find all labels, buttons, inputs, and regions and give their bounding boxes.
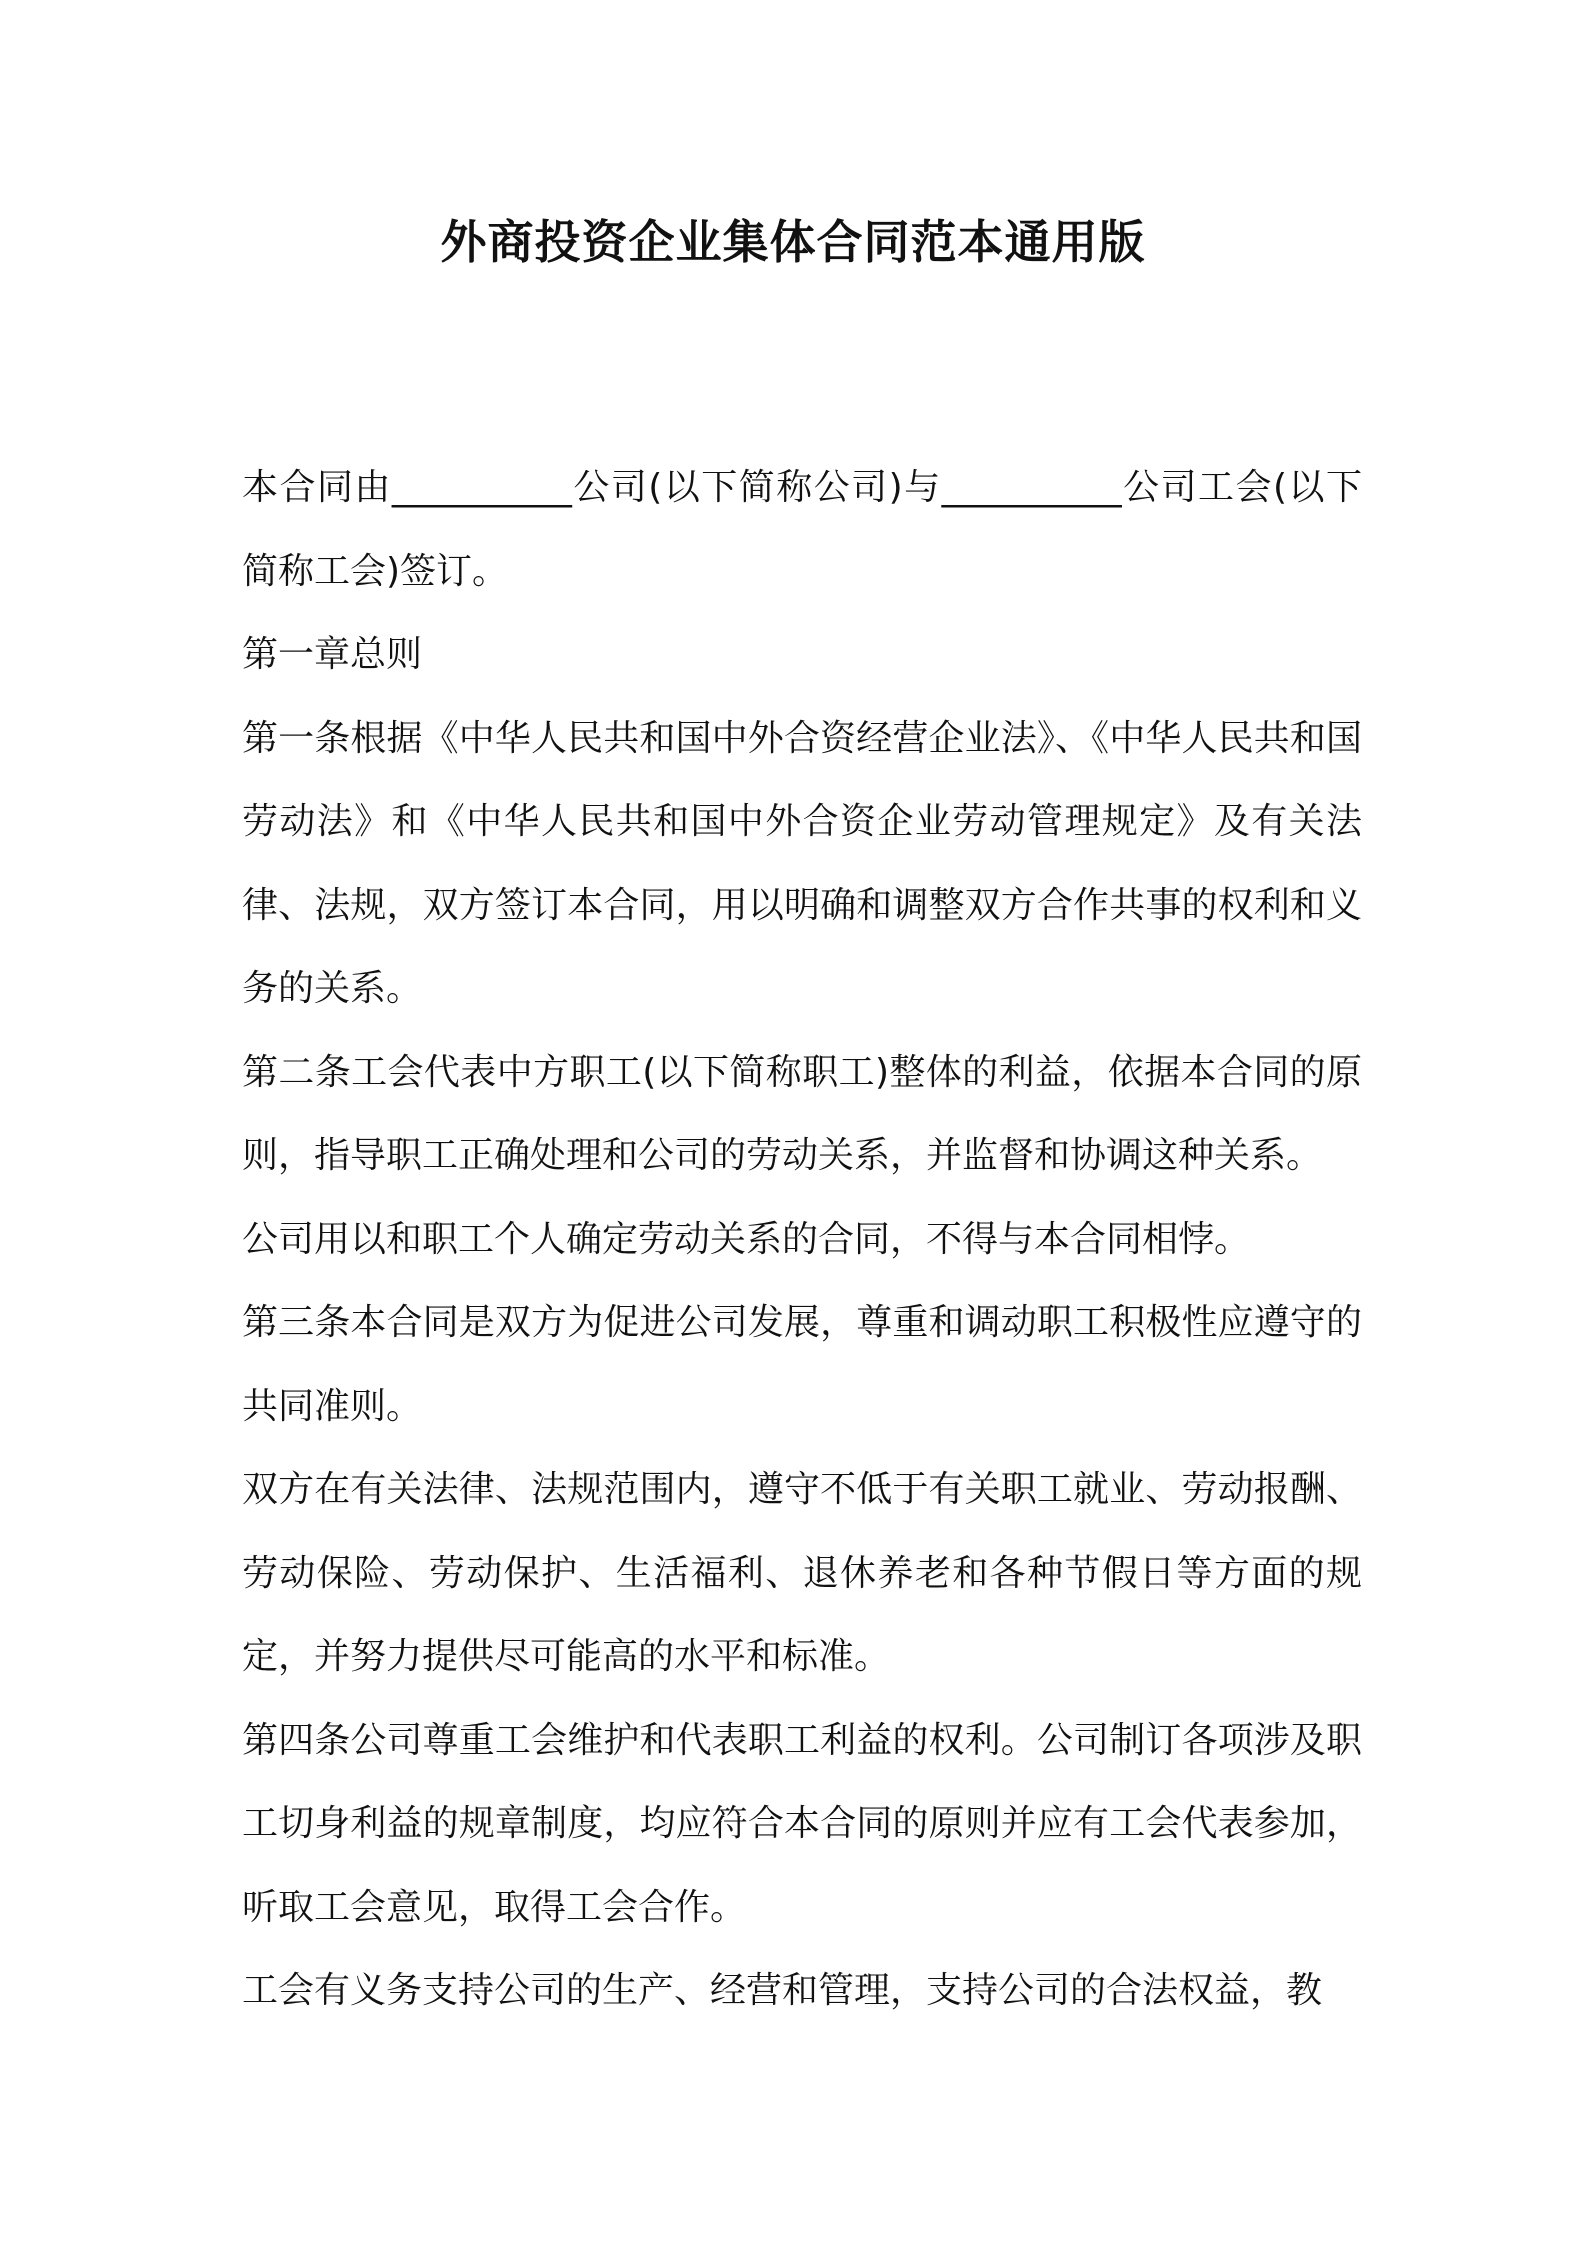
document-body [242, 446, 1362, 2033]
document-title: 外商投资企业集体合同范本通用版 [440, 215, 1146, 269]
article-4: 第四条公司尊重工会维护和代表职工利益的权利。公司制订各项涉及职工切身利益的规章制度，均应符合本合同的原则并应有工会代表参加，听取工会意见，取得工会合作。 [242, 1719, 1362, 1928]
article-2: 第二条工会代表中方职工(以下简称职工)整体的利益，依据本合同的原则，指导职工正确处理和公司的劳动关系，并监督和协调这种关系。 [242, 1051, 1362, 1176]
paragraph-preamble: 本合同由__________公司(以下简称公司)与__________公司工会(以下简称工会)签订。 [242, 467, 1362, 592]
article-3: 第三条本合同是双方为促进公司发展，尊重和调动职工积极性应遵守的共同准则。 [242, 1302, 1362, 1427]
article-3-continued: 双方在有关法律、法规范围内，遵守不低于有关职工就业、劳动报酬、劳动保险、劳动保护、生活福利、退休养老和各种节假日等方面的规定，并努力提供尽可能高的水平和标准。 [242, 1469, 1362, 1677]
article-2-continued: 公司用以和职工个人确定劳动关系的合同，不得与本合同相悖。 [242, 1218, 1251, 1260]
chapter-heading: 第一章总则 [242, 634, 423, 675]
article-4-continued: 工会有义务支持公司的生产、经营和管理，支持公司的合法权益，教 [242, 1970, 1323, 2011]
article-1: 第一条根据《中华人民共和国中外合资经营企业法》、《中华人民共和国劳动法》和《中华人民共和国中外合资企业劳动管理规定》及有关法律、法规，双方签订本合同，用以明确和调整双方合作共事的权利和义务的关系。 [242, 717, 1362, 1009]
